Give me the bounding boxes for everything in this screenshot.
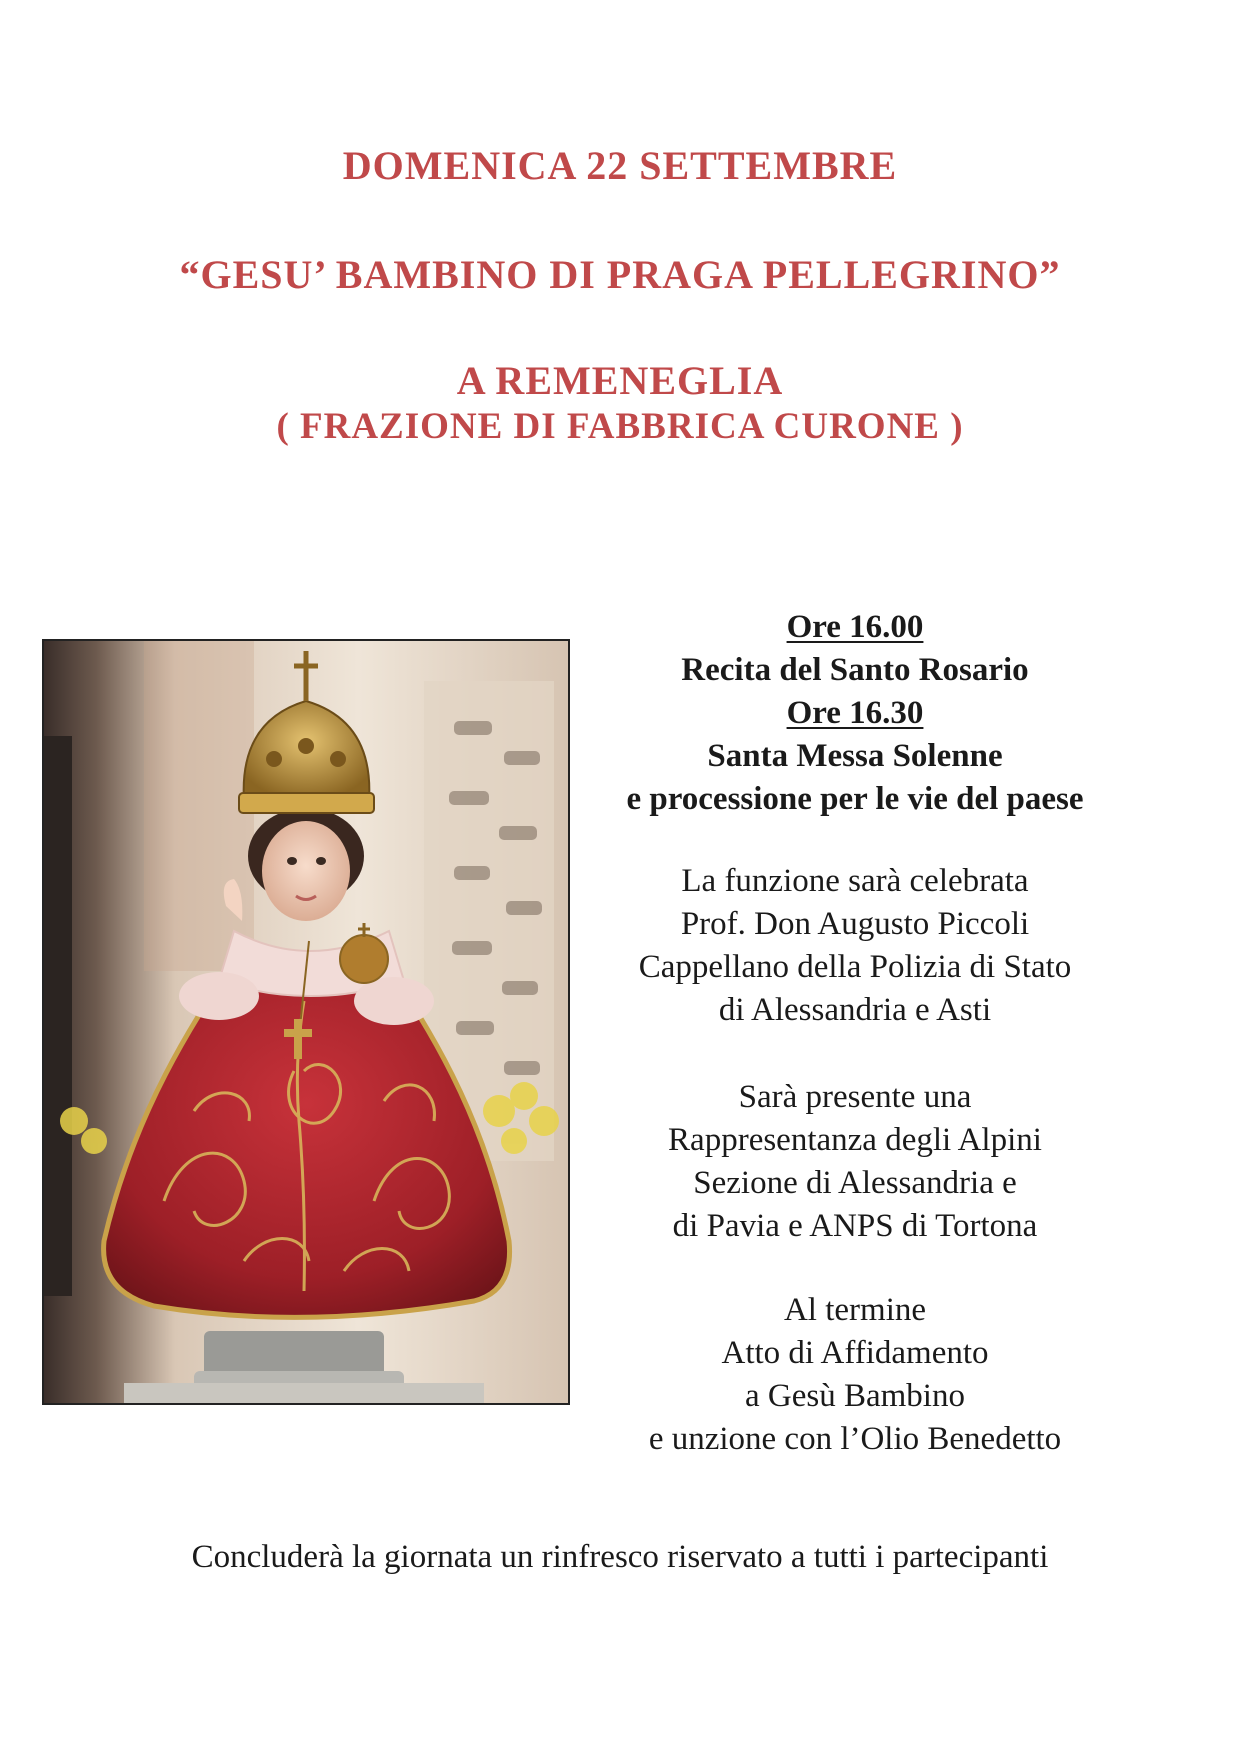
infant-jesus-statue-icon <box>44 641 568 1403</box>
celebrant-line-4: di Alessandria e Asti <box>718 992 992 1028</box>
ending-line-2: Atto di Affidamento <box>721 1335 989 1371</box>
celebrant-line-2: Prof. Don Augusto Piccoli <box>680 906 1030 942</box>
representation-line-3: Sezione di Alessandria e <box>693 1165 1017 1201</box>
schedule-time-1: Ore 16.00 <box>786 609 924 645</box>
ending-line-3: a Gesù Bambino <box>745 1378 965 1414</box>
event-title-heading: “GESU’ BAMBINO DI PRAGA PELLEGRINO” <box>179 252 1061 297</box>
celebrant-block <box>590 860 1120 1032</box>
celebrant-line-1: La funzione sarà celebrata <box>681 863 1029 899</box>
schedule-event-1: Recita del Santo Rosario <box>681 652 1029 688</box>
schedule-event-2a: Santa Messa Solenne <box>707 738 1003 774</box>
celebrant-line-3: Cappellano della Polizia di Stato <box>638 949 1072 985</box>
ending-line-1: Al termine <box>783 1292 927 1328</box>
ending-line-4: e unzione con l’Olio Benedetto <box>648 1421 1062 1457</box>
infant-jesus-statue-photo <box>42 639 570 1405</box>
schedule-time-2: Ore 16.30 <box>786 695 924 731</box>
schedule-block <box>590 606 1120 821</box>
representation-line-4: di Pavia e ANPS di Tortona <box>672 1208 1038 1244</box>
event-place-subheading: ( FRAZIONE DI FABBRICA CURONE ) <box>276 406 964 447</box>
schedule-event-2b: e processione per le vie del paese <box>626 781 1084 817</box>
closing-note: Concluderà la giornata un rinfresco riservato a tutti i partecipanti <box>191 1539 1049 1575</box>
representation-line-1: Sarà presente una <box>738 1079 972 1115</box>
representation-line-2: Rappresentanza degli Alpini <box>668 1122 1042 1158</box>
event-date-heading: DOMENICA 22 SETTEMBRE <box>342 143 898 188</box>
representation-block <box>590 1076 1120 1248</box>
ending-block <box>590 1289 1120 1461</box>
event-place-heading: A REMENEGLIA <box>456 358 784 403</box>
